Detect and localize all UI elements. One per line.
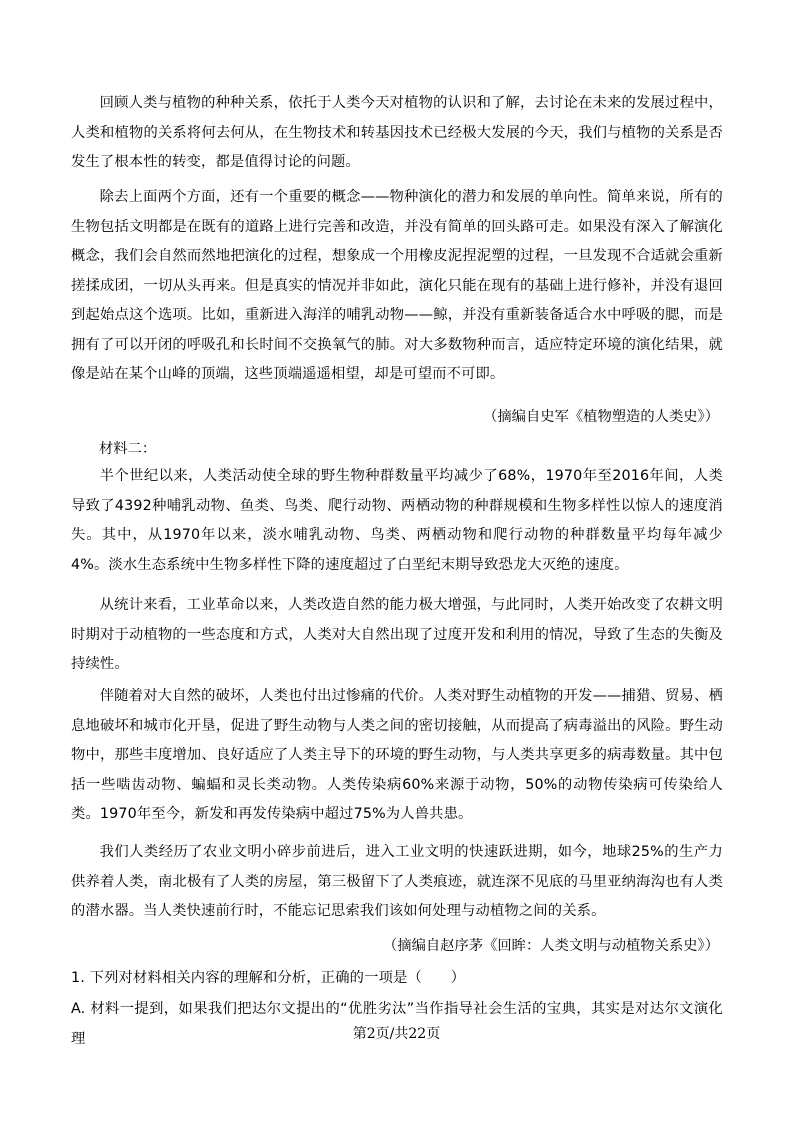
material2-paragraph-2: 从统计来看，工业革命以来，人类改造自然的能力极大增强，与此同时，人类开始改变了农耕文明时期对于动植物的一些态度和方式，人类对大自然出现了过度开发和利用的情况，导致了生态的失衡及持续性。 — [71, 597, 723, 672]
material2-label: 材料二： — [99, 441, 157, 457]
material2-paragraph-4: 我们人类经历了农业文明小碎步前进后，进入工业文明的快速跃进期，如今，地球25%的生产力供养着人类，南北极有了人类的房屋，第三极留下了人类痕迹，就连深不见底的马里亚纳海沟也有人类的潜水器。当人类快速前行时，不能忘记思索我们该如何处理与动植物之间的关系。 — [71, 844, 723, 919]
material2-paragraph-3: 伴随着对大自然的破坏，人类也付出过惨痛的代价。人类对野生动植物的开发——捕猎、贸易、栖息地破坏和城市化开垦，促进了野生动物与人类之间的密切接触，从而提高了病毒溢出的风险。野生动物中，那些丰度增加、良好适应了人类主导下的环境的野生动物，与人类共享更多的病毒数量。其中包括一些啮齿动物、蝙蝠和灵长类动物。人类传染病60%来源于动物，50%的动物传染病可传染给人类。1970年至今，新发和再发传染病中超过75%为人兽共患。 — [71, 688, 723, 822]
material2-source: （摘编自赵序茅《回眸：人类文明与动植物关系史》） — [383, 938, 719, 954]
material1-paragraph-2: 除去上面两个方面，还有一个重要的概念——物种演化的潜力和发展的单向性。简单来说，所有的生物包括文明都是在既有的道路上进行完善和改造，并没有简单的回头路可走。如果没有深入了解演化概念，我们会自然而然地把演化的过程，想象成一个用橡皮泥捏泥塑的过程，一旦发现不合适就会重新搓揉成团，一切从头再来。但是真实的情况并非如此，演化只能在现有的基础上进行修补，并没有退回到起始点这个选项。比如，重新进入海洋的哺乳动物——鲸，并没有重新装备适合水中呼吸的腮，而是拥有了可以开闭的呼吸孔和长时间不交换氧气的肺。对大多数物种而言，适应特定环境的演化结果，就像是站在某个山峰的顶端，这些顶端遥遥相望，却是可望而不可即。 — [71, 189, 723, 382]
material1-source: （摘编自史军《植物塑造的人类史》） — [483, 409, 719, 425]
material1-paragraph-1: 回顾人类与植物的种种关系，依托于人类今天对植物的认识和了解，去讨论在未来的发展过程中，人类和植物的关系将何去何从，在生物技术和转基因技术已经极大发展的今天，我们与植物的关系是否发生了根本性的转变，都是值得讨论的问题。 — [71, 95, 723, 170]
question-option-a: A. 材料一提到，如果我们把达尔文提出的“优胜劣汰”当作指导社会生活的宝典，其实是对达尔文演化理 — [71, 1001, 723, 1047]
material2-paragraph-1: 半个世纪以来，人类活动使全球的野生物种群数量平均减少了68%，1970年至2016年间，人类导致了4392种哺乳动物、鱼类、鸟类、爬行动物、两栖动物的种群规模和生物多样性以惊人的速度消失。其中，从1970年以来，淡水哺乳动物、鸟类、两栖动物和爬行动物的种群数量平均每年减少4%。淡水生态系统中生物多样性下降的速度超过了白垩纪末期导致恐龙大灭绝的速度。 — [71, 468, 723, 573]
page-number-footer: 第2页/共22页 — [352, 1026, 441, 1042]
question-stem: 1. 下列对材料相关内容的理解和分析，正确的一项是（ ） — [71, 970, 466, 986]
